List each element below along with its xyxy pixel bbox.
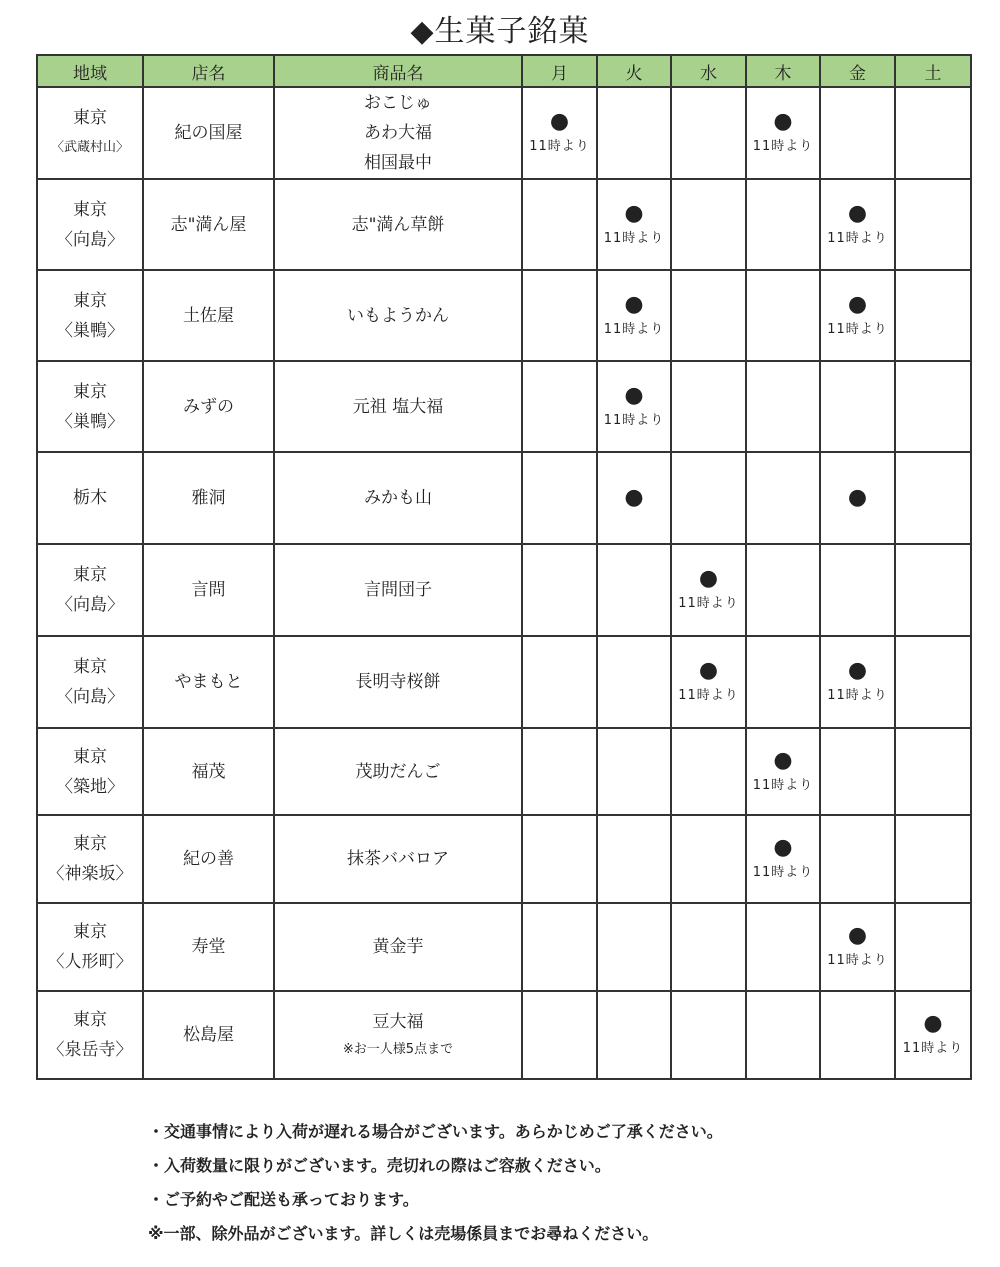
shop-cell: やまもと [143,636,274,728]
day-cell-tue [597,903,671,991]
region-cell [37,728,143,815]
day-cell-fri [820,270,895,361]
day-cell-mon [522,179,597,270]
product-name: おこじゅ [364,93,432,113]
shop-cell: みずの [143,361,274,452]
availability-dot: ● [773,109,793,134]
region-area: 〈神楽坂〉 [47,864,133,884]
shop-cell: 福茂 [143,728,274,815]
product-name: 相国最中 [364,153,432,173]
table-row [37,452,971,544]
region-cell [37,270,143,361]
product-name: 志"満ん草餅 [351,214,445,235]
region-area: 〈向島〉 [56,687,124,707]
day-cell-wed [671,361,746,452]
region-area: 〈巣鴨〉 [56,411,124,432]
day-cell-wed [671,728,746,815]
region-cell [37,815,143,903]
region-area: 〈人形町〉 [47,952,133,972]
region-area: 〈築地〉 [56,776,124,797]
product-cell [274,544,522,636]
arrival-time: 11時より [827,688,888,703]
product-cell [274,179,522,270]
region-name: 栃木 [73,488,107,508]
availability-dot: ● [847,291,868,317]
availability-dot: ● [624,485,644,510]
region-cell [37,87,143,179]
day-cell-fri [820,361,895,452]
day-cell-tue [597,991,671,1079]
table-row [37,636,971,728]
day-cell-sat [895,544,971,636]
day-cell-fri [820,179,895,270]
day-cell-wed [671,270,746,361]
region-cell [37,179,143,270]
region-area: 〈巣鴨〉 [56,320,124,341]
table-row [37,544,971,636]
note-line: ・入荷数量に限りがございます。売切れの際はご容赦ください。 [148,1156,611,1175]
availability-dot: ● [698,566,719,591]
availability-dot: ● [549,109,570,134]
product-name: 長明寺桜餅 [355,672,441,692]
day-cell-wed [671,815,746,903]
arrival-time: 11時より [752,865,814,880]
arrival-time: 11時より [752,777,814,793]
day-cell-thu [746,636,820,728]
day-cell-thu [746,361,820,452]
availability-dot: ● [847,658,868,683]
availability-dot: ● [847,923,868,948]
day-cell-mon [522,361,597,452]
header-wed: 水 [671,55,746,87]
region-cell [37,903,143,991]
day-cell-fri [820,544,895,636]
day-cell-mon [522,636,597,728]
page-title: ◆生菓子銘菓 [410,14,590,49]
product-name: 抹茶ババロア [347,849,449,869]
availability-dot: ● [773,747,793,773]
arrival-time: 11時より [678,688,739,703]
availability-dot: ● [624,382,644,408]
day-cell-wed [671,903,746,991]
day-cell-tue [597,361,671,452]
header-tue: 火 [597,55,671,87]
product-cell [274,991,522,1079]
day-cell-tue [597,636,671,728]
day-cell-thu [746,815,820,903]
schedule-body [37,87,971,1079]
shop-cell: 紀の善 [143,815,274,903]
arrival-time: 11時より [827,230,888,246]
day-cell-thu [746,87,820,179]
product-cell [274,87,522,179]
day-cell-thu [746,991,820,1079]
day-cell-fri [820,991,895,1079]
shop-cell: 雅洞 [143,452,274,544]
day-cell-sat [895,815,971,903]
arrival-time: 11時より [603,321,665,337]
availability-dot: ● [773,835,793,860]
header-sat: 土 [895,55,971,87]
day-cell-thu [746,270,820,361]
day-cell-wed [671,991,746,1079]
header-region: 地域 [37,55,143,87]
product-name: あわ大福 [364,123,432,143]
region-name: 東京 [73,834,107,854]
day-cell-thu [746,179,820,270]
region-name: 東京 [73,922,107,942]
availability-dot: ● [847,200,868,226]
region-cell [37,544,143,636]
table-row [37,179,971,270]
day-cell-tue [597,815,671,903]
product-name: 豆大福 [372,1012,424,1032]
arrival-time: 11時より [603,230,665,246]
product-name: みかも山 [364,488,432,508]
day-cell-fri [820,452,895,544]
day-cell-fri [820,87,895,179]
day-cell-tue [597,179,671,270]
product-name: 茂助だんご [355,761,441,782]
day-cell-mon [522,991,597,1079]
shop-cell: 松島屋 [143,991,274,1079]
region-cell [37,361,143,452]
region-name: 東京 [73,565,107,585]
arrival-time: 11時より [902,1041,964,1056]
day-cell-wed [671,452,746,544]
day-cell-thu [746,728,820,815]
schedule-table [36,54,972,1080]
product-name: 言問団子 [364,580,432,600]
region-area: 〈向島〉 [56,229,124,250]
day-cell-sat [895,903,971,991]
region-name: 東京 [73,1010,107,1030]
table-row [37,361,971,452]
notes [148,1115,723,1251]
product-name: 元祖 塩大福 [352,396,444,417]
note-line: ※一部、除外品がございます。詳しくは売場係員までお尋ねください。 [148,1224,659,1243]
region-name: 東京 [73,381,107,402]
day-cell-mon [522,87,597,179]
region-name: 東京 [73,746,107,767]
day-cell-sat [895,361,971,452]
day-cell-sat [895,991,971,1079]
arrival-time: 11時より [827,321,888,337]
table-row [37,903,971,991]
header-row [37,55,971,87]
table-row [37,728,971,815]
note-line: ・交通事情により入荷が遅れる場合がございます。あらかじめご了承ください。 [148,1122,723,1141]
day-cell-tue [597,544,671,636]
header-mon: 月 [522,55,597,87]
product-cell [274,452,522,544]
region-cell [37,452,143,544]
region-area: 〈武蔵村山〉 [50,140,129,155]
day-cell-thu [746,452,820,544]
day-cell-sat [895,87,971,179]
day-cell-sat [895,452,971,544]
note-line: ・ご予約やご配送も承っております。 [148,1190,419,1209]
product-cell [274,270,522,361]
product-cell [274,903,522,991]
arrival-time: 11時より [678,596,739,611]
day-cell-sat [895,636,971,728]
day-cell-thu [746,903,820,991]
product-cell [274,636,522,728]
day-cell-sat [895,179,971,270]
day-cell-mon [522,270,597,361]
table-row [37,815,971,903]
shop-cell: 土佐屋 [143,270,274,361]
availability-dot: ● [624,291,644,317]
header-product: 商品名 [274,55,522,87]
day-cell-tue [597,728,671,815]
shop-cell: 言問 [143,544,274,636]
day-cell-mon [522,728,597,815]
availability-dot: ● [624,200,644,226]
day-cell-fri [820,636,895,728]
day-cell-tue [597,452,671,544]
day-cell-mon [522,815,597,903]
region-name: 東京 [73,290,107,311]
day-cell-mon [522,903,597,991]
region-cell [37,636,143,728]
day-cell-mon [522,544,597,636]
arrival-time: 11時より [752,139,814,154]
shop-cell: 志"満ん屋 [143,179,274,270]
table-row [37,87,971,179]
arrival-time: 11時より [827,953,888,968]
region-cell [37,991,143,1079]
day-cell-sat [895,270,971,361]
header-thu: 木 [746,55,820,87]
day-cell-sat [895,728,971,815]
product-cell [274,728,522,815]
product-note: ※お一人様5点まで [342,1042,454,1057]
product-cell [274,361,522,452]
availability-dot: ● [698,658,719,683]
region-name: 東京 [73,108,107,128]
availability-dot: ● [847,485,868,510]
day-cell-wed [671,87,746,179]
day-cell-wed [671,179,746,270]
day-cell-tue [597,87,671,179]
region-name: 東京 [73,199,107,220]
day-cell-tue [597,270,671,361]
table-row [37,270,971,361]
region-name: 東京 [73,657,107,677]
header-fri: 金 [820,55,895,87]
product-name: いもようかん [347,305,449,326]
region-area: 〈向島〉 [56,595,124,615]
day-cell-wed [671,544,746,636]
shop-cell: 寿堂 [143,903,274,991]
arrival-time: 11時より [603,412,665,428]
shop-cell: 紀の国屋 [143,87,274,179]
availability-dot: ● [923,1011,943,1036]
header-shop: 店名 [143,55,274,87]
day-cell-fri [820,815,895,903]
table-row [37,991,971,1079]
day-cell-fri [820,903,895,991]
product-name: 黄金芋 [372,937,424,957]
day-cell-fri [820,728,895,815]
day-cell-mon [522,452,597,544]
arrival-time: 11時より [529,139,590,154]
region-area: 〈泉岳寺〉 [47,1040,133,1060]
day-cell-thu [746,544,820,636]
product-cell [274,815,522,903]
day-cell-wed [671,636,746,728]
